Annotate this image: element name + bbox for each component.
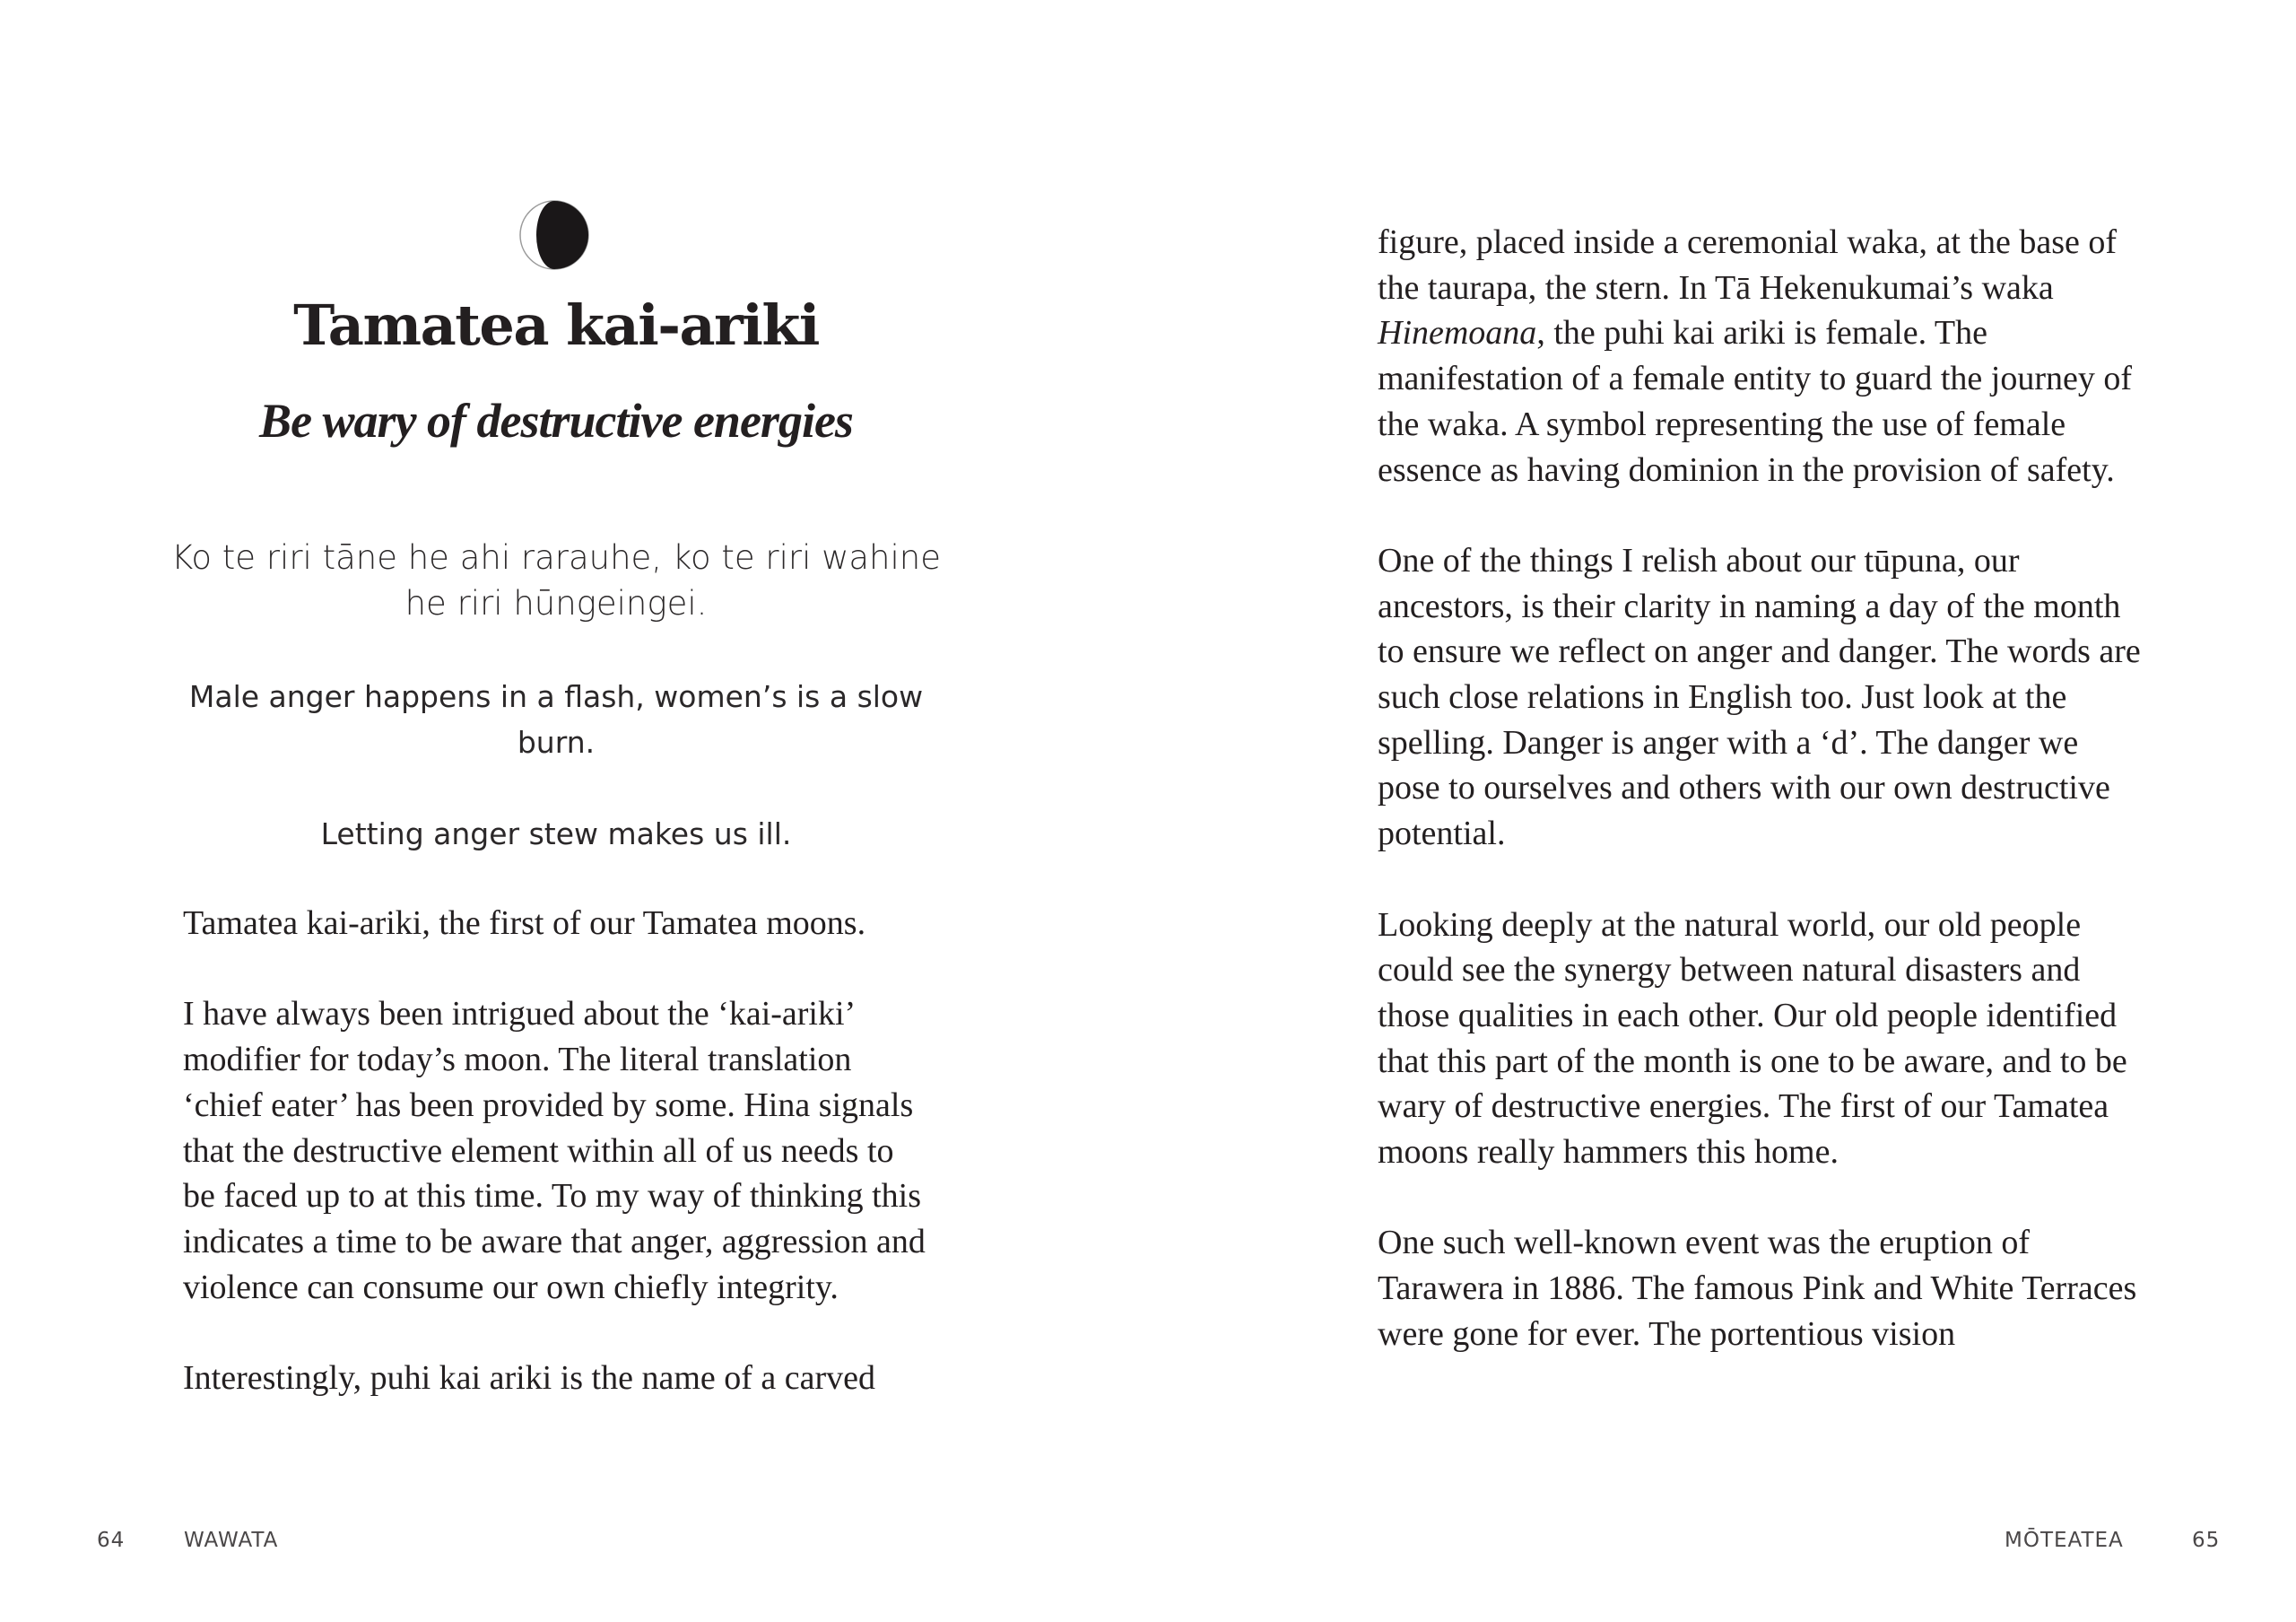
proverb-note: Letting anger stew makes us ill. bbox=[320, 816, 792, 851]
proverb-english: Male anger happens in a flash, women’s is a slow burn. bbox=[188, 679, 924, 760]
paragraph bbox=[1378, 220, 2149, 493]
paragraph-text: , the puhi kai ariki is female. The manifestation of a female entity to guard the journey of the waka. A symbol representing the use of female essence as having dominion in the provision of safety. bbox=[1378, 314, 2132, 489]
paragraph: Interestingly, puhi kai ariki is the name of a carved bbox=[183, 1359, 876, 1397]
right-body-text bbox=[1378, 220, 2149, 1357]
paragraph: One such well-known event was the eruption of Tarawera in 1886. The famous Pink and White Terraces were gone for ever. The portentious vision bbox=[1378, 1224, 2137, 1353]
right-page bbox=[1148, 0, 2296, 1622]
paragraph: Tamatea kai-ariki, the first of our Tamatea moons. bbox=[183, 904, 866, 942]
running-head-right: MŌTEATEA bbox=[2005, 1529, 2124, 1552]
proverb-maori: Ko te riri tāne he ahi rarauhe, ko te riri wahine he riri hūngeingei. bbox=[170, 538, 941, 623]
chapter-subtitle: Be wary of destructive energies bbox=[259, 394, 853, 448]
page-number-left: 64 bbox=[97, 1529, 126, 1552]
moon-phase-icon bbox=[518, 199, 590, 271]
waka-name: Hinemoana bbox=[1378, 314, 1537, 353]
paragraph: Looking deeply at the natural world, our old people could see the synergy between natural disasters and those qualities in each other. Our old people identified that this part of the month is one to be aware, and to be wary of destructive energies. The first of our Tamatea moons really hammers this home. bbox=[1378, 905, 2127, 1172]
page-number-right: 65 bbox=[2192, 1529, 2221, 1552]
left-body-text bbox=[183, 901, 927, 1401]
chapter-title: Tamatea kai-ariki bbox=[293, 292, 819, 358]
paragraph: One of the things I relish about our tūpuna, our ancestors, is their clarity in naming a day of the month to ensure we reflect on anger and danger. The words are such close relations in English too. Just look at the spelling. Danger is anger with a ‘d’. The danger we pose to ourselves and others with our own destructive potential. bbox=[1378, 541, 2141, 853]
paragraph-text: figure, placed inside a ceremonial waka, at the base of the taurapa, the stern. In Tā Hekenukumai’s waka bbox=[1378, 223, 2118, 307]
paragraph: I have always been intrigued about the ‘kai-ariki’ modifier for today’s moon. The literal translation ‘chief eater’ has been provided by some. Hina signals that the destructive element within all of us needs to be faced up to at this time. To my way of thinking this indicates a time to be aware that anger, aggression and violence can consume our own chiefly integrity. bbox=[183, 995, 926, 1306]
running-head-left: WAWATA bbox=[184, 1529, 279, 1552]
